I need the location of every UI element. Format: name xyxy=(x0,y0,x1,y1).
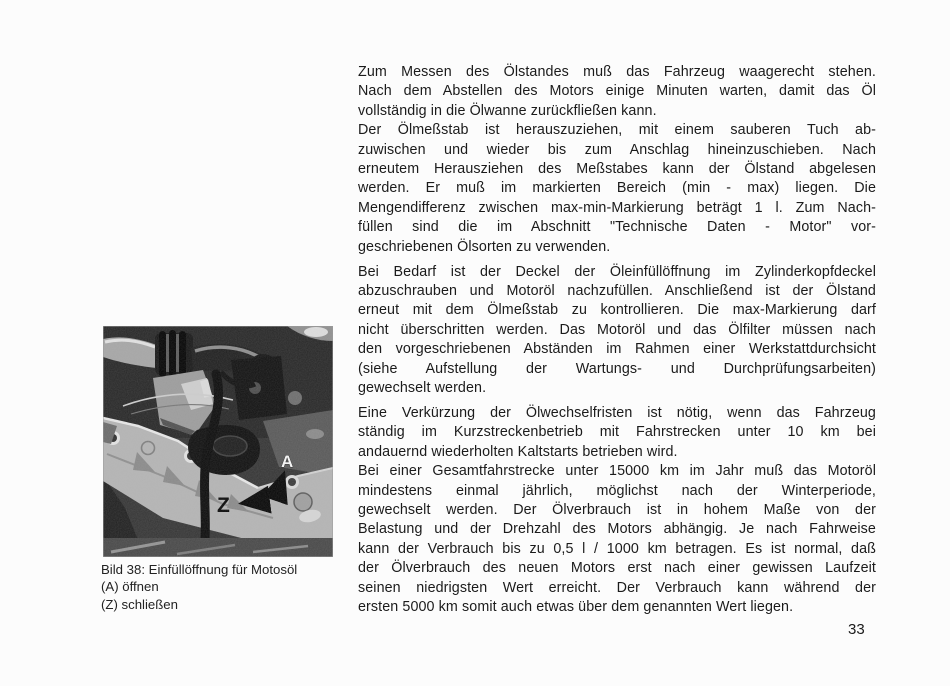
figure-caption xyxy=(101,561,351,613)
text-line: der Ölverbrauch des neuen Motors erst nach einer gewissen Laufzeit xyxy=(358,560,876,577)
text-line: werden. Er muß im markierten Bereich (min - max) liegen. Die xyxy=(358,180,876,197)
text-line: ersten 5000 km somit auch etwas über dem genannten Wert liegen. xyxy=(358,598,794,615)
text-line: geschriebenen Ölsorten zu verwenden. xyxy=(358,238,611,255)
paragraph xyxy=(358,462,876,617)
text-line: zuwischen und wieder bis zum Anschlag hineinzuschieben. Nach xyxy=(358,141,876,158)
paragraph xyxy=(358,404,876,462)
text-line: ständig im Kurzstreckenbetrieb mit Fahrstrecken unter 10 km bei xyxy=(358,424,876,441)
engine-photo xyxy=(103,326,333,557)
text-line: Belastung und der Drehzahl des Motors abhängig. Je nach Fahrweise xyxy=(358,521,876,538)
text-block xyxy=(358,263,876,399)
page-number: 33 xyxy=(848,621,865,638)
text-line: Der Ölmeßstab ist herauszuziehen, mit einem sauberen Tuch ab- xyxy=(358,122,876,139)
text-block xyxy=(358,63,876,257)
paragraph xyxy=(358,63,876,121)
text-line: (siehe Aufstellung der Wartungs- und Durchprüfungsarbeiten) xyxy=(358,360,876,377)
caption-line: (A) öffnen xyxy=(101,579,159,595)
paragraph xyxy=(358,263,876,399)
text-line: Eine Verkürzung der Ölwechselfristen ist nötig, wenn das Fahrzeug xyxy=(358,404,876,421)
text-line: den vorgeschriebenen Abständen im Rahmen einer Werkstattdurchsicht xyxy=(358,341,876,358)
text-line: kann der Verbrauch bis zu 0,5 l / 1000 km betragen. Es ist normal, daß xyxy=(358,540,876,557)
text-column xyxy=(358,63,876,617)
text-block xyxy=(358,404,876,617)
text-line: seinen niedrigsten Wert erreicht. Der Verbrauch kann während der xyxy=(358,579,876,596)
text-line: nicht überschritten werden. Das Motoröl und das Ölfilter müssen nach xyxy=(358,321,876,338)
text-line: Bei einer Gesamtfahrstrecke unter 15000 km im Jahr muß das Motoröl xyxy=(358,463,876,480)
text-line: Nach dem Abstellen des Motors einige Minuten warten, damit das Öl xyxy=(358,83,876,100)
text-line: erneut mit dem Ölmeßstab zu kontrollieren. Die max-Markierung darf xyxy=(358,302,876,319)
text-line: abzuschrauben und Motoröl nachzufüllen. Anschließend ist der Ölstand xyxy=(358,282,876,299)
caption-line: Bild 38: Einfüllöffnung für Motosöl xyxy=(101,562,298,577)
text-line: füllen sind die im Abschnitt "Technische Daten - Motor" vor- xyxy=(358,219,876,236)
paragraph xyxy=(358,121,876,257)
text-line: gewechselt werden. xyxy=(358,380,487,396)
text-line: gewechselt werden. Der Ölverbrauch ist in hohem Maße von der xyxy=(358,501,876,518)
text-line: erneutem Herausziehen des Meßstabes kann der Ölstand abgelesen xyxy=(358,161,876,178)
text-line: Zum Messen des Ölstandes muß das Fahrzeug waagerecht stehen. xyxy=(358,64,876,80)
text-line: mindestens einmal jährlich, möglichst nach der Winterperiode, xyxy=(358,482,876,499)
text-line: andauernd wiederholten Kaltstarts betrieben wird. xyxy=(358,443,678,460)
text-line: Bei Bedarf ist der Deckel der Öleinfüllöffnung im Zylinderkopfdeckel xyxy=(358,263,876,280)
text-line: vollständig in die Ölwanne zurückfließen kann. xyxy=(358,102,657,119)
figure-bild-38 xyxy=(103,326,333,557)
caption-line: (Z) schließen xyxy=(101,596,178,612)
text-line: Mengendifferenz zwischen max-min-Markierung beträgt 1 l. Zum Nach- xyxy=(358,199,876,216)
